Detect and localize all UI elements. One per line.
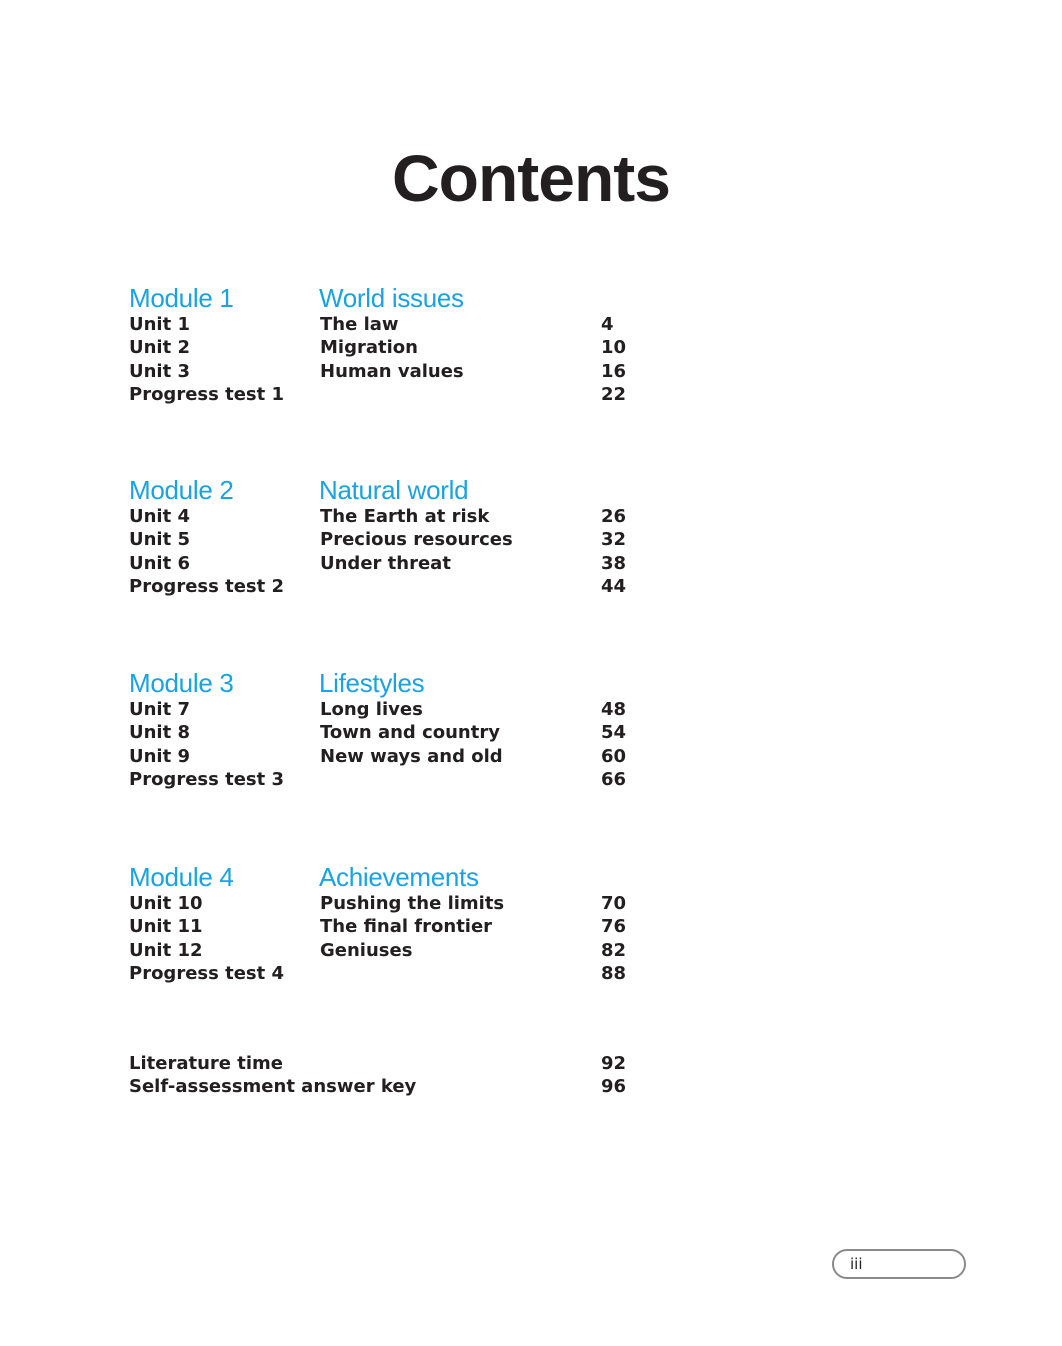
module-number: Module 2 <box>129 475 234 505</box>
unit-label: Progress test 3 <box>129 768 285 790</box>
toc-entry[interactable] <box>129 505 649 528</box>
unit-label: Unit 6 <box>129 552 190 574</box>
page-number: 26 <box>601 506 627 527</box>
entry-label: Self-assessment answer key <box>129 1076 417 1098</box>
module-number: Module 3 <box>129 668 234 698</box>
module-name: World issues <box>319 283 464 313</box>
unit-label: Unit 12 <box>129 939 203 961</box>
module-1-section <box>129 283 649 406</box>
page-number: 88 <box>601 962 627 984</box>
module-header <box>129 283 649 313</box>
module-number: Module 1 <box>129 283 234 313</box>
page-number: 70 <box>601 893 627 914</box>
unit-label: Progress test 2 <box>129 575 285 597</box>
toc-entry[interactable] <box>129 575 649 598</box>
toc-entry[interactable] <box>129 383 649 406</box>
unit-label: Unit 10 <box>129 893 203 914</box>
page-number: 4 <box>601 314 614 335</box>
toc-entry[interactable] <box>129 1075 649 1098</box>
page-number: 96 <box>601 1076 627 1098</box>
page-number: 60 <box>601 745 627 767</box>
page-number: 66 <box>601 768 627 790</box>
module-name: Achievements <box>319 862 479 892</box>
page-number: 54 <box>601 722 627 744</box>
page-number: 32 <box>601 529 627 551</box>
unit-title: The final frontier <box>320 916 493 938</box>
module-header <box>129 862 649 892</box>
toc-entry[interactable] <box>129 528 649 551</box>
page-title: Contents <box>392 141 670 215</box>
page-folio <box>832 1249 966 1279</box>
page-number: 48 <box>601 699 627 720</box>
unit-label: Progress test 4 <box>129 962 285 984</box>
page-number: 16 <box>601 360 627 382</box>
page-number: 92 <box>601 1053 627 1074</box>
entry-label: Literature time <box>129 1053 283 1074</box>
unit-label: Progress test 1 <box>129 383 285 405</box>
unit-label: Unit 11 <box>129 916 203 938</box>
folio-number: iii <box>850 1255 863 1273</box>
module-header <box>129 475 649 505</box>
toc-entry[interactable] <box>129 962 649 985</box>
unit-label: Unit 2 <box>129 337 190 359</box>
toc-entry[interactable] <box>129 892 649 915</box>
unit-title: New ways and old <box>320 745 503 767</box>
page-number: 38 <box>601 552 627 574</box>
unit-title: Under threat <box>320 552 451 574</box>
module-header <box>129 668 649 698</box>
unit-title: The Earth at risk <box>320 506 490 527</box>
unit-label: Unit 4 <box>129 506 190 527</box>
toc-entry[interactable] <box>129 313 649 336</box>
page-number: 10 <box>601 337 627 359</box>
toc-entry[interactable] <box>129 360 649 383</box>
unit-label: Unit 9 <box>129 745 190 767</box>
unit-title: Geniuses <box>320 939 413 961</box>
toc-entry[interactable] <box>129 336 649 359</box>
page-number: 22 <box>601 383 627 405</box>
unit-label: Unit 1 <box>129 314 190 335</box>
unit-title: Long lives <box>320 699 423 720</box>
module-4-section <box>129 862 649 985</box>
unit-title: Precious resources <box>320 529 513 551</box>
unit-title: The law <box>320 314 399 335</box>
module-name: Lifestyles <box>319 668 425 698</box>
toc-entry[interactable] <box>129 745 649 768</box>
toc-entry[interactable] <box>129 721 649 744</box>
unit-label: Unit 7 <box>129 699 190 720</box>
unit-title: Human values <box>320 360 464 382</box>
unit-title: Town and country <box>320 722 500 744</box>
module-2-section <box>129 475 649 598</box>
toc-entry[interactable] <box>129 1052 649 1075</box>
toc-entry[interactable] <box>129 915 649 938</box>
toc-entry[interactable] <box>129 552 649 575</box>
toc-entry[interactable] <box>129 698 649 721</box>
toc-entry[interactable] <box>129 939 649 962</box>
page-number: 44 <box>601 575 627 597</box>
unit-label: Unit 3 <box>129 360 190 382</box>
module-name: Natural world <box>319 475 469 505</box>
unit-title: Pushing the limits <box>320 893 505 914</box>
module-number: Module 4 <box>129 862 234 892</box>
unit-label: Unit 8 <box>129 722 190 744</box>
unit-label: Unit 5 <box>129 529 190 551</box>
toc-entry[interactable] <box>129 768 649 791</box>
page-number: 76 <box>601 916 627 938</box>
page-number: 82 <box>601 939 627 961</box>
back-matter-section <box>129 1052 649 1099</box>
unit-title: Migration <box>320 337 418 359</box>
module-3-section <box>129 668 649 791</box>
